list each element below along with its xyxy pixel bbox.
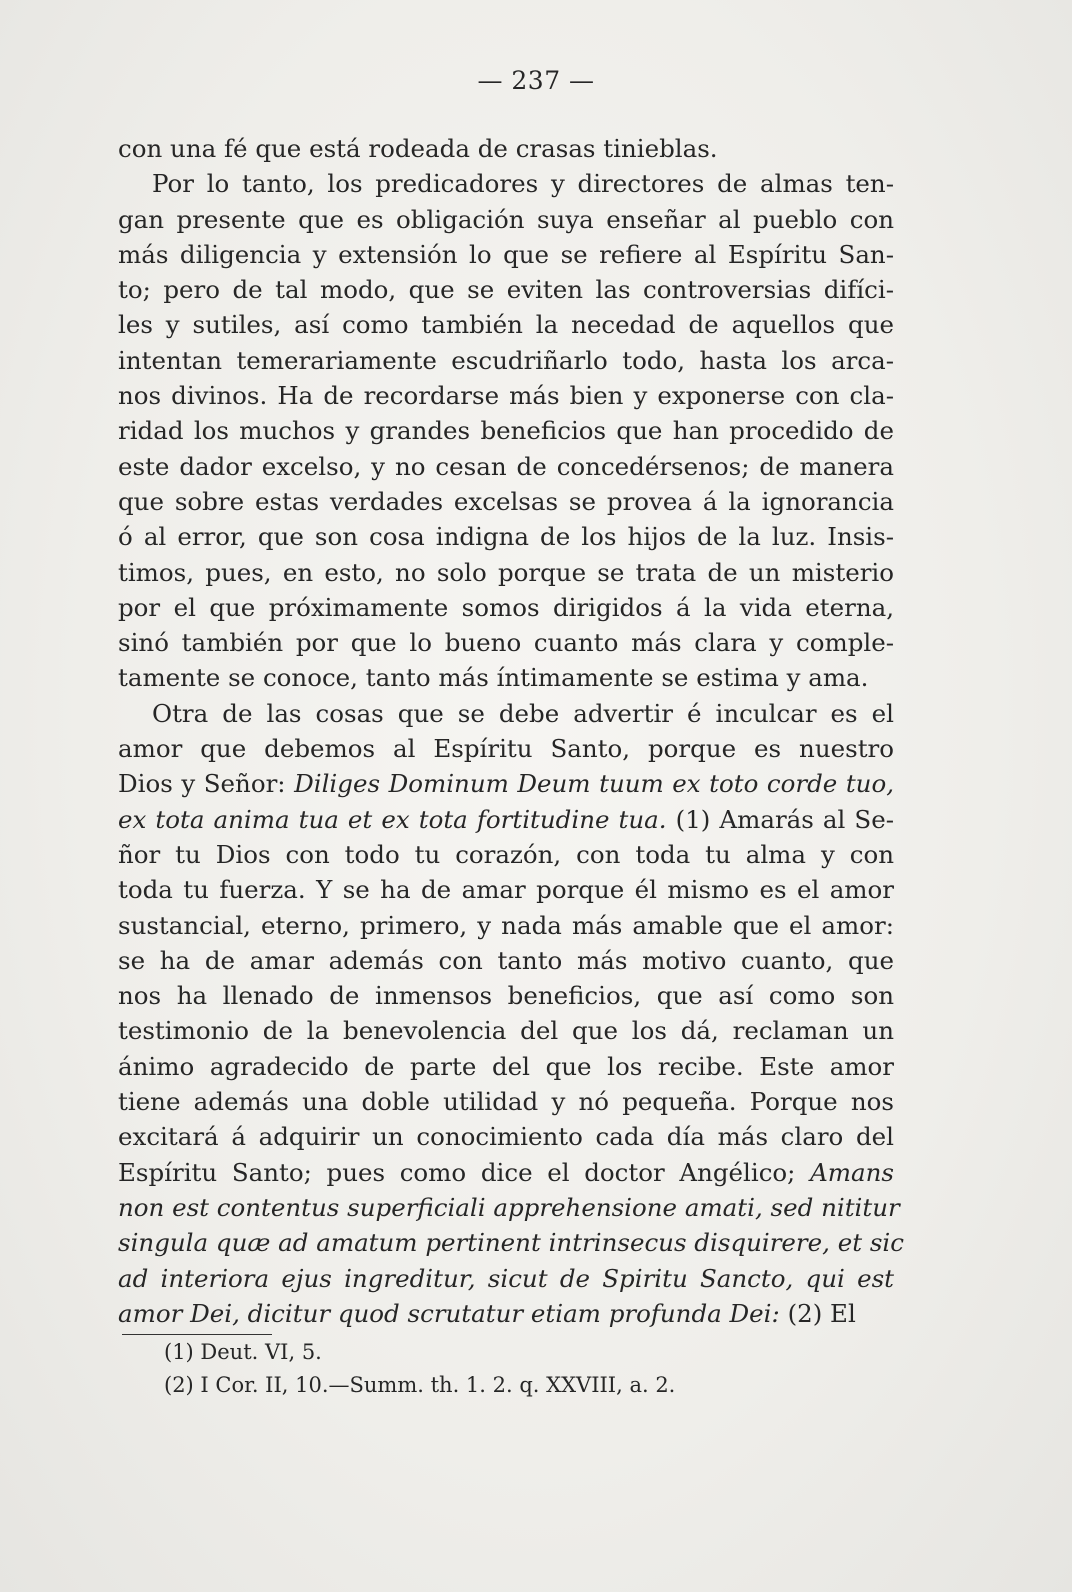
text-segment: nos divinos. Ha de recordarse más bien y exponerse con cla- (118, 381, 894, 411)
paragraph-amor (118, 696, 904, 1331)
text-line (118, 766, 894, 801)
latin-quote: ad interiora ejus ingreditur, sicut de Spiritu Sancto, qui est (118, 1263, 894, 1293)
text-line (118, 1261, 894, 1296)
footnote-1: (1) Deut. VI, 5. (164, 1340, 322, 1364)
text-line (118, 272, 894, 307)
text-line (118, 660, 894, 695)
text-line (118, 590, 894, 625)
text-segment: intentan temerariamente escudriñarlo todo, hasta los arca- (118, 345, 894, 375)
text-segment: se ha de amar además con tanto más motivo cuanto, que (118, 945, 894, 975)
footnote-separator (122, 1334, 272, 1335)
text-segment: ánimo agradecido de parte del que los recibe. Este amor (118, 1051, 894, 1081)
text-segment: Espíritu Santo; pues como dice el doctor Angélico; (118, 1157, 811, 1187)
text-line (118, 908, 894, 943)
text-segment: gan presente que es obligación suya enseñar al pueblo con (118, 204, 894, 234)
text-segment: sustancial, eterno, primero, y nada más amable que el amor: (118, 910, 894, 940)
text-line (118, 943, 894, 978)
text-line (118, 307, 894, 342)
latin-quote: ex tota anima tua et ex tota fortitudine tua. (118, 804, 667, 834)
text-segment: testimonio de la benevolencia del que los dá, reclaman un (118, 1016, 894, 1046)
text-segment: amor que debemos al Espíritu Santo, porque es nuestro (118, 734, 894, 764)
text-line (118, 378, 894, 413)
text-segment: (1) Amarás al Se- (666, 804, 894, 834)
text-segment: to; pero de tal modo, que se eviten las controversias difíci- (118, 275, 894, 305)
text-line (118, 837, 894, 872)
paragraph-continuation (118, 131, 894, 166)
text-segment: ó al error, que son cosa indigna de los hijos de la luz. Insis- (118, 522, 894, 552)
text-segment: les y sutiles, así como también la necedad de aquellos que (118, 310, 894, 340)
latin-quote: Amans (810, 1157, 894, 1187)
text-segment: toda tu fuerza. Y se ha de amar porque él mismo es el amor (118, 875, 894, 905)
text-line (118, 237, 894, 272)
text-line (118, 625, 894, 660)
text-line (118, 449, 894, 484)
latin-quote: Diliges Dominum Deum tuum ex toto corde tuo, (294, 769, 894, 799)
text-line (118, 555, 894, 590)
text-line (118, 1119, 894, 1154)
text-line (118, 1013, 894, 1048)
body-text (118, 131, 904, 1331)
text-segment: (2) El (779, 1298, 856, 1328)
paragraph-predicadores (118, 166, 894, 695)
latin-quote: singula quæ ad amatum pertinent intrinsecus disquirere, et sic (118, 1228, 904, 1258)
text-segment: Por lo tanto, los predicadores y directores de almas ten- (152, 169, 894, 199)
text-segment: más diligencia y extensión lo que se refiere al Espíritu San- (118, 239, 894, 269)
text-line (118, 872, 894, 907)
text-segment: timos, pues, en esto, no solo porque se trata de un misterio (118, 557, 894, 587)
text-segment: sinó también por que lo bueno cuanto más clara y comple- (118, 628, 894, 658)
text-line (118, 202, 894, 237)
text-segment: nos ha llenado de inmensos beneficios, que así como son (118, 981, 894, 1011)
footnote-2: (2) I Cor. II, 10.—Summ. th. 1. 2. q. XXVIII, a. 2. (164, 1373, 676, 1397)
text-segment: este dador excelso, y no cesan de concedérsenos; de manera (118, 451, 894, 481)
text-line (118, 343, 894, 378)
text-line (118, 1190, 900, 1225)
latin-quote: non est contentus superficiali apprehensione amati, sed nititur (118, 1192, 900, 1222)
text-line (118, 696, 894, 731)
text-line (118, 1225, 904, 1260)
text-segment: ridad los muchos y grandes beneficios que han procedido de (118, 416, 894, 446)
page-number: — 237 — (477, 66, 595, 95)
latin-quote: amor Dei, dicitur quod scrutatur etiam profunda Dei: (118, 1298, 780, 1328)
text-line (118, 131, 894, 166)
text-line (118, 413, 894, 448)
text-segment: ñor tu Dios con todo tu corazón, con toda tu alma y con (118, 839, 894, 869)
text-segment: excitará á adquirir un conocimiento cada día más claro del (118, 1122, 894, 1152)
footnotes (164, 1336, 864, 1402)
text-segment: tiene además una doble utilidad y nó pequeña. Porque nos (118, 1087, 894, 1117)
text-line (118, 519, 894, 554)
text-segment: Dios y Señor: (118, 769, 295, 799)
text-line (118, 731, 894, 766)
text-line (118, 802, 894, 837)
text-line (118, 1296, 894, 1331)
text-segment: tamente se conoce, tanto más íntimamente se estima y ama. (118, 663, 869, 693)
text-line (118, 1155, 894, 1190)
text-line (118, 1049, 894, 1084)
text-line (118, 484, 894, 519)
text-segment: con una fé que está rodeada de crasas tinieblas. (118, 134, 718, 163)
text-line (118, 166, 894, 201)
text-segment: Otra de las cosas que se debe advertir é inculcar es el (152, 698, 894, 728)
text-line (118, 1084, 894, 1119)
text-segment: que sobre estas verdades excelsas se provea á la ignorancia (118, 486, 894, 516)
text-line (118, 978, 894, 1013)
text-segment: por el que próximamente somos dirigidos á la vida eterna, (118, 592, 894, 622)
